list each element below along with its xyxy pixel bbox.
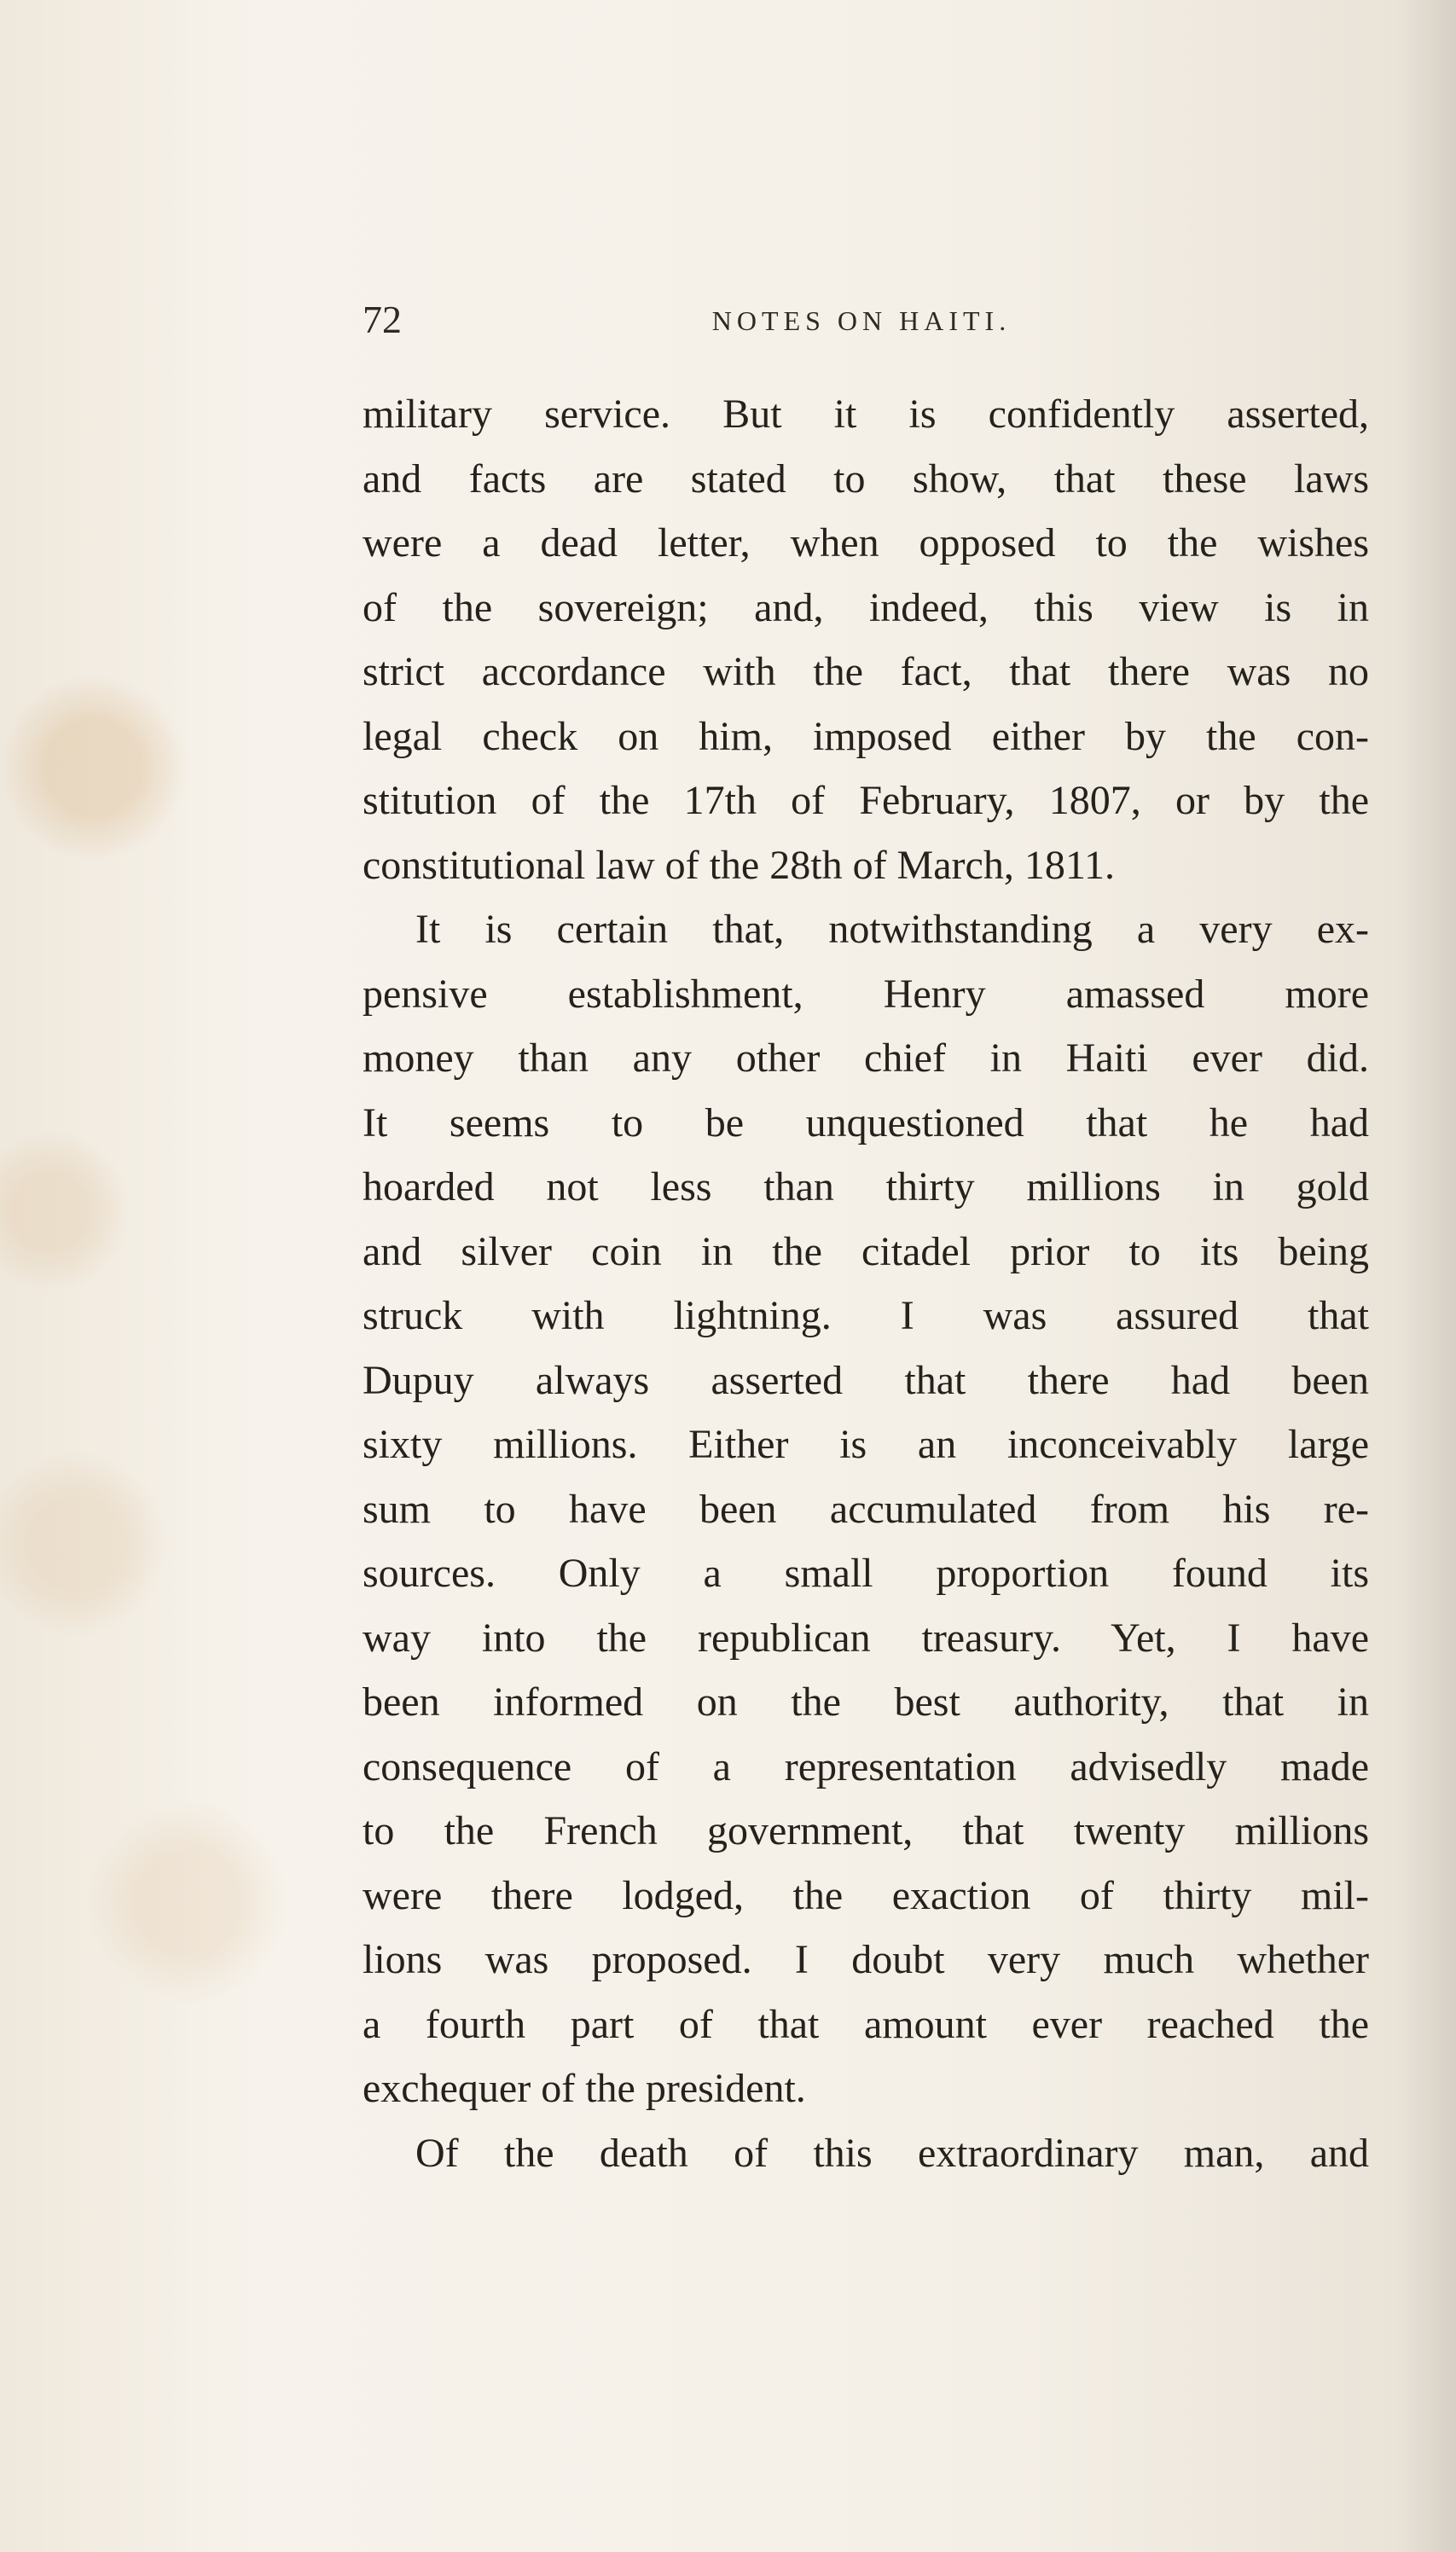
text-line-15: struck with lightning. I was assured that <box>363 1293 1369 1338</box>
text-line-11: money than any other chief in Haiti ever did. <box>363 1035 1369 1081</box>
text-line-22: consequence of a representation advisedly made <box>363 1743 1369 1789</box>
text-line-13: hoarded not less than thirty millions in gold <box>363 1164 1369 1209</box>
text-line-9: It is certain that, notwithstanding a very ex- <box>415 907 1369 952</box>
text-line-16: Dupuy always asserted that there had been <box>363 1357 1369 1403</box>
text-line-19: sources. Only a small proportion found its <box>363 1551 1369 1596</box>
text-line-14: and silver coin in the citadel prior to its being <box>363 1228 1369 1274</box>
running-title: NOTES ON HAITI. <box>711 305 1012 336</box>
text-line-20: way into the republican treasury. Yet, I have <box>363 1615 1369 1661</box>
text-line-2: and facts are stated to show, that these laws <box>363 455 1369 502</box>
text-line-28: Of the death of this extraordinary man, and <box>415 2130 1369 2176</box>
text-line-7: stitution of the 17th of February, 1807, or by the <box>363 778 1369 823</box>
text-line-5: strict accordance with the fact, that there was no <box>363 649 1369 694</box>
text-line-26: a fourth part of that amount ever reached the <box>363 2001 1369 2047</box>
text-line-27: exchequer of the president. <box>363 2066 806 2111</box>
text-line-10: pensive establishment, Henry amassed more <box>363 971 1369 1017</box>
text-line-17: sixty millions. Either is an inconceivably large <box>363 1422 1369 1467</box>
page-gutter-shadow <box>1396 0 1456 2552</box>
text-line-12: It seems to be unquestioned that he had <box>363 1099 1369 1146</box>
text-line-4: of the sovereign; and, indeed, this view is in <box>363 584 1369 630</box>
text-line-21: been informed on the best authority, that in <box>363 1679 1369 1725</box>
text-line-25: lions was proposed. I doubt very much whether <box>363 1937 1369 1982</box>
text-line-18: sum to have been accumulated from his re- <box>363 1486 1369 1532</box>
body-text <box>363 382 1369 2185</box>
text-line-8: constitutional law of the 28th of March, 1811. <box>363 842 1116 888</box>
text-line-6: legal check on him, imposed either by the con- <box>363 713 1369 759</box>
text-line-3: were a dead letter, when opposed to the wishes <box>363 520 1369 566</box>
text-line-24: were there lodged, the exaction of thirty mil- <box>363 1872 1369 1918</box>
text-line-1: military service. But it is confidently asserted, <box>363 392 1369 437</box>
text-line-23: to the French government, that twenty millions <box>363 1808 1369 1853</box>
page-number: 72 <box>363 298 402 341</box>
page-header <box>363 294 1360 345</box>
